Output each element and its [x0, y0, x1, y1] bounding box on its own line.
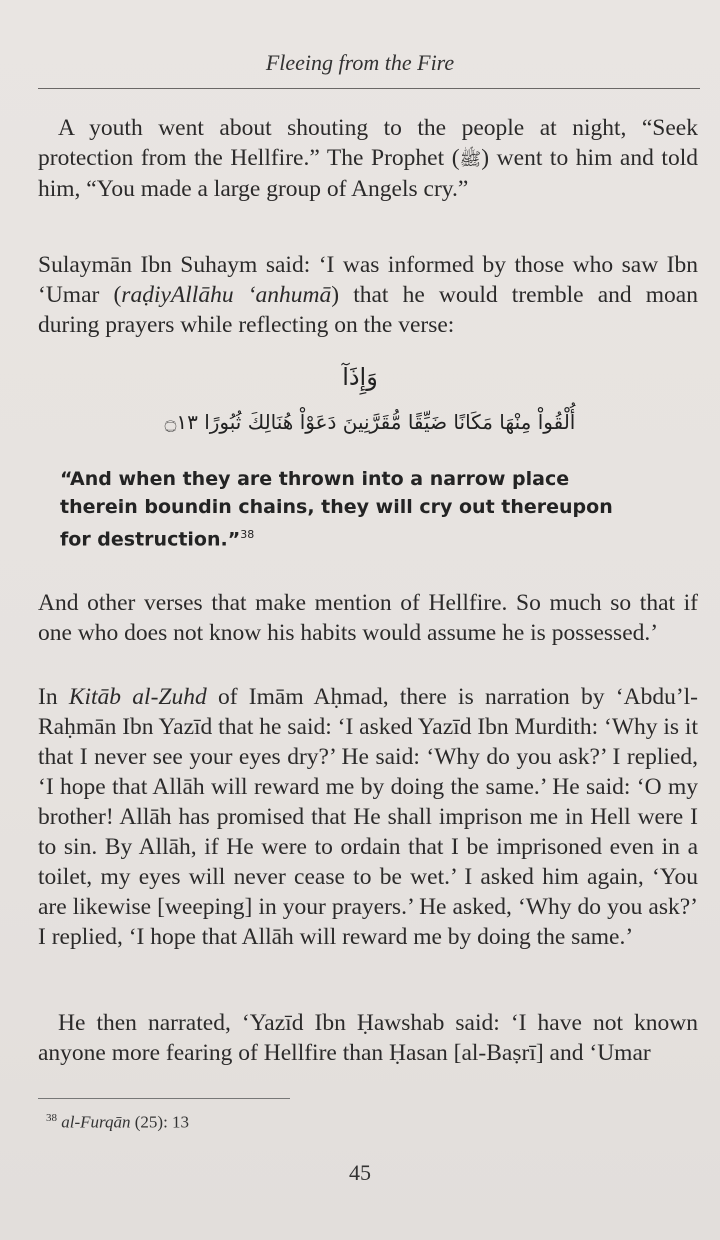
p5-text-b: of Imām Aḥmad, there is narration by ‘Abdu’l-Raḥmān Ibn Yazīd that he said: ‘I asked Yazīd Ibn Murdith: ‘Why is it that I never see your eyes dry?’ He said: ‘Why do you ask?’ I replied, ‘I hope that Allāh will reward me by doing the same.’ He said: ‘O my brother! Allāh has promised that He shall imprison me in Hell were I to sin. By Allāh, if He were to ordain that I be imprisoned even in a toilet, my eyes will never cease to be wet.’ I asked him again, ‘You are likewise [weeping] in your prayers.’ He asked, ‘Why do you ask?’ I replied, ‘I hope that Allāh will reward me by doing the same.’	[38, 684, 698, 950]
header-rule	[38, 88, 700, 89]
running-title: Fleeing from the Fire	[265, 50, 455, 75]
paragraph-other-verses: And other verses that make mention of Hellfire. So much so that if one who does not know his habits would assume he is possessed.’	[38, 590, 698, 646]
p2-honorific: raḍiyAllāhu ‘anhumā	[121, 282, 332, 308]
page-number: 45	[349, 1160, 371, 1185]
p1-text-b: ) went to him and told him, “You made a large group of Angels cry.”	[38, 145, 698, 202]
paragraph-youth-shouting	[38, 113, 698, 204]
salla-symbol-icon: ﷺ	[459, 149, 482, 169]
paragraph-yazid-hawshab: He then narrated, ‘Yazīd Ibn Ḥawshab said: ‘I have not known anyone more fearing of Hellfire than Ḥasan [al-Baṣrī] and ‘Umar	[38, 1010, 698, 1066]
verse-translation-text: “And when they are thrown into a narrow place therein boundin chains, they will cry out thereupon for destruction.”	[60, 468, 613, 551]
p2-text-a: Sulaymān Ibn Suhaym said: ‘I was informed by those who saw Ibn ‘Umar (	[38, 252, 698, 308]
arabic-verse-line-2: أُلْقُواْ مِنْهَا مَكَانًا ضَيِّقًا مُّقَرَّنِينَ دَعَوْاْ هُنَالِكَ ثُبُورًا ۝١٣	[164, 410, 576, 434]
paragraph-kitab-al-zuhd	[38, 682, 698, 952]
arabic-verse-line-1: وَإِذَآ	[342, 363, 378, 391]
footnote-number: 38	[46, 1112, 57, 1124]
footnote-citation: (25): 13	[130, 1112, 190, 1132]
verse-translation	[60, 465, 620, 553]
p5-text-a: In	[38, 684, 69, 710]
footnote	[46, 1112, 189, 1133]
footnote-surah: al-Furqān	[61, 1112, 131, 1132]
paragraph-sulayman	[38, 250, 698, 340]
p2-text-b: ) that he would tremble and moan during prayers while reflecting on the verse:	[38, 282, 698, 338]
p5-book-title: Kitāb al-Zuhd	[68, 684, 207, 710]
footnote-marker: 38	[240, 528, 255, 541]
p1-text-a: A youth went about shouting to the people at night, “Seek protection from the Hellfire.” The Prophet (	[38, 115, 698, 171]
footnote-rule	[38, 1098, 290, 1099]
